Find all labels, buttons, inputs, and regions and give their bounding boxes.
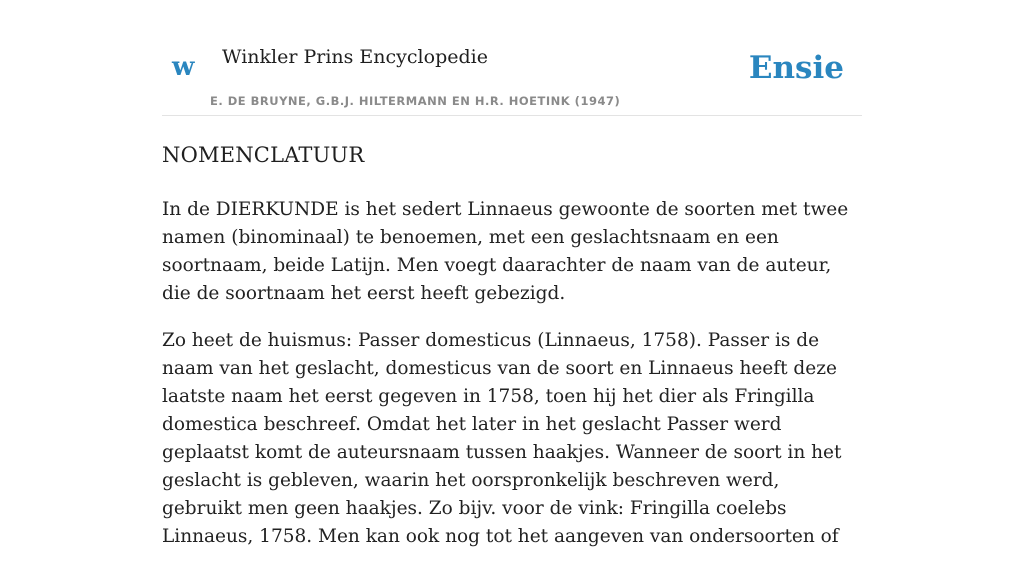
article-header <box>162 40 862 116</box>
article-paragraph-2: Zo heet de huismus: Passer domesticus (Linnaeus, 1758). Passer is de naam van het geslacht, domesticus van de soort en Linnaeus heeft deze laatste naam het eerst gegeven in 1758, toen hij het dier als Fringilla domestica beschreef. Omdat het later in het geslacht Passer werd geplaatst komt de auteursnaam tussen haakjes. Wanneer de soort in het geslacht is gebleven, waarin het oorspronkelijk beschreven werd, gebruikt men geen haakjes. Zo bijv. voor de vink: Fringilla coelebs Linnaeus, 1758. Men kan ook nog tot het aangeven van ondersoorten of <box>162 330 842 547</box>
source-authors: E. DE BRUYNE, G.B.J. HILTERMANN EN H.R. HOETINK (1947) <box>210 94 621 108</box>
article-body <box>162 138 852 570</box>
article-paragraph-1: In de DIERKUNDE is het sedert Linnaeus gewoonte de soorten met twee namen (binominaal) te benoemen, met een geslachtsnaam en een soortnaam, beide Latijn. Men voegt daarachter de naam van de auteur, die de soortnaam het eerst heeft gebezigd. <box>162 199 849 304</box>
source-title[interactable]: Winkler Prins Encyclopedie <box>222 46 488 68</box>
article-title: NOMENCLATUUR <box>162 143 365 167</box>
ensie-brand-logo[interactable]: Ensie <box>748 50 844 86</box>
winkler-prins-logo-icon[interactable]: w <box>172 52 195 82</box>
